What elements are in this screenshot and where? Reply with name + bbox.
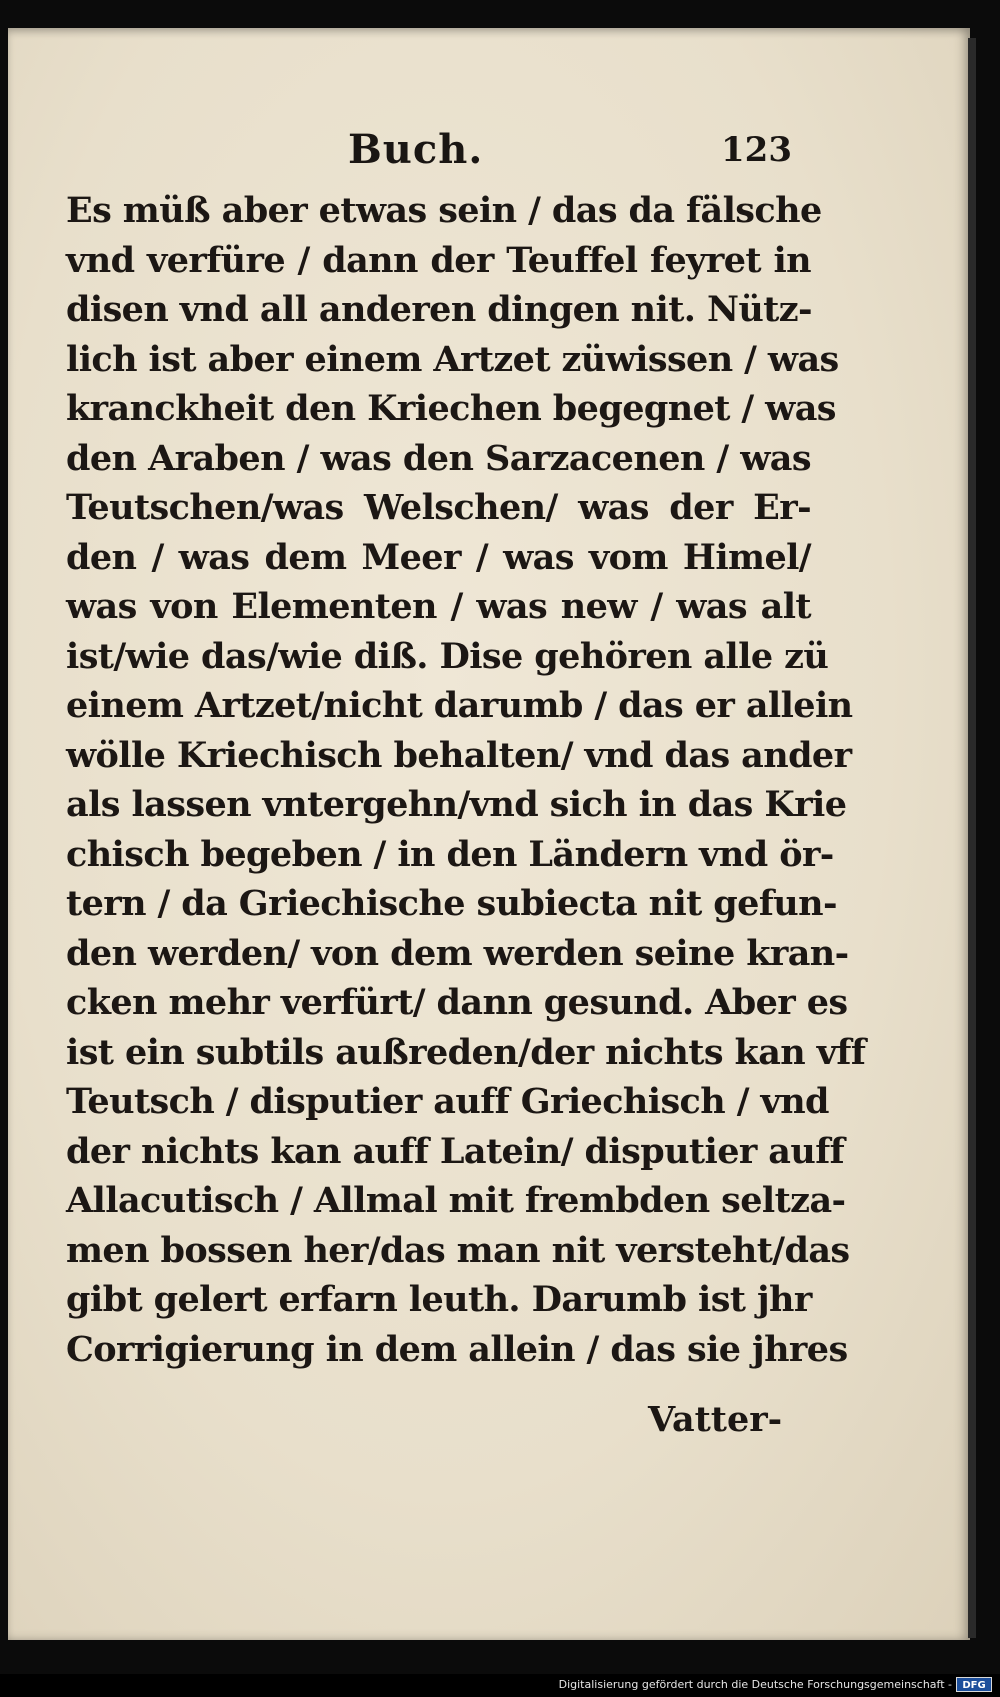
text-line: kranckheit den Kriechen begegnet / was [66, 388, 836, 429]
text-line: chisch begeben / in den Ländern vnd ör- [66, 833, 834, 875]
text-line: Allacutisch / Allmal mit frembden seltza- [66, 1180, 846, 1221]
text-line: ist ein subtils außreden/der nichts kan vff [66, 1031, 866, 1073]
funding-credit: Digitalisierung gefördert durch die Deutsche Forschungsgemeinschaft - [558, 1678, 952, 1691]
footer-bar [0, 1674, 1000, 1697]
dfg-logo-icon: DFG [956, 1677, 992, 1692]
text-line: Teutschen/was Welschen/ was der Er- [66, 487, 811, 528]
text-line: der nichts kan auff Latein/ disputier auff [66, 1130, 845, 1172]
text-line: einem Artzet/nicht darumb / das er allein [66, 685, 853, 726]
text-line: was von Elementen / was new / was alt [66, 586, 811, 627]
text-line: Es müß aber etwas sein / das da fälsche [66, 190, 822, 231]
text-line: wölle Kriechisch behalten/ vnd das ander [66, 734, 852, 776]
text-line: als lassen vntergehn/vnd sich in das Krie [66, 784, 847, 825]
text-line: den Araben / was den Sarzacenen / was [66, 437, 811, 479]
page-edge-shadow [968, 38, 976, 1638]
body-text [66, 186, 866, 1374]
text-line: den / was dem Meer / was vom Himel/ [66, 536, 811, 578]
text-line: Teutsch / disputier auff Griechisch / vnd [66, 1081, 829, 1122]
text-line: tern / da Griechische subiecta nit gefun- [66, 883, 837, 924]
text-line: Corrigierung in dem allein / das sie jhres [66, 1328, 848, 1370]
running-head: Buch. [348, 126, 484, 173]
text-line: men bossen her/das man nit versteht/das [66, 1229, 850, 1271]
text-line: ist/wie das/wie diß. Dise gehören alle zü [66, 635, 829, 677]
book-page [8, 28, 970, 1640]
text-line: den werden/ von dem werden seine kran- [66, 932, 849, 974]
text-line: vnd verfüre / dann der Teuffel feyret in [66, 239, 811, 281]
page-number: 123 [721, 130, 792, 170]
catchword: Vatter- [648, 1399, 783, 1440]
text-line: disen vnd all anderen dingen nit. Nütz- [66, 289, 812, 330]
text-line: lich ist aber einem Artzet züwissen / was [66, 338, 839, 380]
text-line: cken mehr verfürt/ dann gesund. Aber es [66, 982, 848, 1023]
page-header [8, 126, 970, 186]
text-line: gibt gelert erfarn leuth. Darumb ist jhr [66, 1279, 812, 1320]
